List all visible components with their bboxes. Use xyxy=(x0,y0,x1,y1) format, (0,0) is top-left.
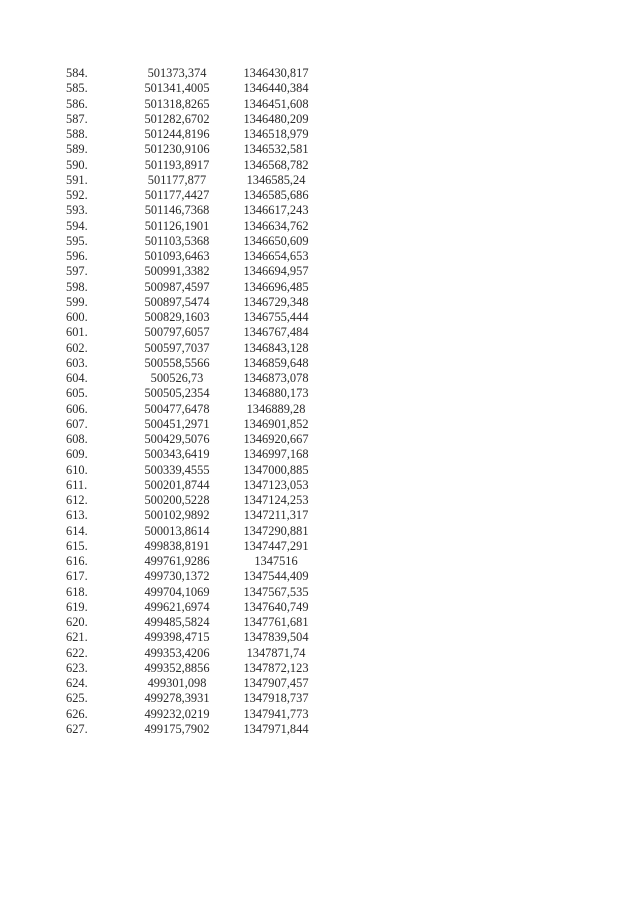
table-row xyxy=(64,325,316,340)
table-row xyxy=(64,234,316,249)
y-coordinate: 1347941,773 xyxy=(243,706,309,721)
y-coordinate: 1346532,581 xyxy=(243,142,309,157)
table-row xyxy=(64,646,316,661)
y-coordinate: 1346568,782 xyxy=(243,157,309,172)
x-coordinate: 500451,2971 xyxy=(144,416,210,431)
point-number: 603. xyxy=(66,355,88,370)
x-coordinate: 500343,6419 xyxy=(144,447,210,462)
y-coordinate: 1346729,348 xyxy=(243,294,309,309)
point-number: 608. xyxy=(66,432,88,446)
x-coordinate: 499398,4715 xyxy=(144,630,210,645)
table-row xyxy=(64,356,316,371)
y-coordinate: 1346889,28 xyxy=(246,401,306,416)
y-coordinate: 1346767,484 xyxy=(243,325,309,340)
y-coordinate: 1346843,128 xyxy=(243,340,309,355)
y-coordinate: 1347918,737 xyxy=(243,691,309,706)
table-row xyxy=(64,81,316,96)
x-coordinate: 499838,8191 xyxy=(144,538,210,553)
table-row xyxy=(64,112,316,127)
y-coordinate: 1347123,053 xyxy=(243,477,309,492)
point-number: 624. xyxy=(66,676,88,690)
y-coordinate: 1346920,667 xyxy=(243,432,309,446)
table-row xyxy=(64,615,316,630)
y-coordinate: 1347000,885 xyxy=(243,462,309,477)
x-coordinate: 499278,3931 xyxy=(144,691,210,706)
y-coordinate: 1347907,457 xyxy=(243,676,309,690)
x-coordinate: 499704,1069 xyxy=(144,584,210,599)
y-coordinate: 1346440,384 xyxy=(243,81,309,96)
x-coordinate: 501146,7368 xyxy=(144,203,210,218)
table-row xyxy=(64,219,316,234)
point-number: 606. xyxy=(66,401,88,416)
table-row xyxy=(64,249,316,264)
point-number: 593. xyxy=(66,203,88,218)
point-number: 620. xyxy=(66,615,88,629)
point-number: 615. xyxy=(66,538,88,553)
x-coordinate: 499301,098 xyxy=(147,676,207,690)
x-coordinate: 500797,6057 xyxy=(144,325,210,340)
y-coordinate: 1346755,444 xyxy=(243,310,309,324)
point-number: 592. xyxy=(66,188,88,202)
coordinate-table xyxy=(64,66,316,737)
point-number: 584. xyxy=(66,66,88,80)
table-row xyxy=(64,691,316,706)
y-coordinate: 1347290,881 xyxy=(243,523,309,538)
table-row xyxy=(64,188,316,203)
point-number: 598. xyxy=(66,279,88,294)
point-number: 623. xyxy=(66,660,88,675)
x-coordinate: 501373,374 xyxy=(147,66,207,80)
table-row xyxy=(64,630,316,645)
table-row xyxy=(64,341,316,356)
x-coordinate: 499353,4206 xyxy=(144,645,210,660)
table-row xyxy=(64,569,316,584)
table-row xyxy=(64,661,316,676)
x-coordinate: 501230,9106 xyxy=(144,142,210,157)
point-number: 618. xyxy=(66,584,88,599)
x-coordinate: 499175,7902 xyxy=(144,721,210,736)
y-coordinate: 1347447,291 xyxy=(243,538,309,553)
y-coordinate: 1346617,243 xyxy=(243,203,309,218)
point-number: 597. xyxy=(66,264,88,279)
y-coordinate: 1346650,609 xyxy=(243,233,309,248)
table-row xyxy=(64,66,316,81)
x-coordinate: 501126,1901 xyxy=(144,218,210,233)
y-coordinate: 1347516 xyxy=(254,554,298,568)
point-number: 604. xyxy=(66,371,88,385)
point-number: 600. xyxy=(66,310,88,324)
x-coordinate: 501244,8196 xyxy=(144,127,210,141)
table-row xyxy=(64,127,316,142)
point-number: 594. xyxy=(66,218,88,233)
x-coordinate: 499352,8856 xyxy=(144,660,210,675)
point-number: 614. xyxy=(66,523,88,538)
point-number: 626. xyxy=(66,706,88,721)
y-coordinate: 1347124,253 xyxy=(243,493,309,507)
point-number: 599. xyxy=(66,294,88,309)
x-coordinate: 500339,4555 xyxy=(144,462,210,477)
point-number: 602. xyxy=(66,340,88,355)
point-number: 605. xyxy=(66,386,88,401)
table-row xyxy=(64,402,316,417)
x-coordinate: 500013,8614 xyxy=(144,523,210,538)
table-row xyxy=(64,707,316,722)
point-number: 609. xyxy=(66,447,88,462)
table-row xyxy=(64,158,316,173)
table-row xyxy=(64,676,316,691)
x-coordinate: 500987,4597 xyxy=(144,279,210,294)
point-number: 589. xyxy=(66,142,88,157)
y-coordinate: 1346480,209 xyxy=(243,111,309,126)
table-row xyxy=(64,524,316,539)
y-coordinate: 1346901,852 xyxy=(243,416,309,431)
table-row xyxy=(64,478,316,493)
x-coordinate: 501177,877 xyxy=(147,172,207,187)
x-coordinate: 500505,2354 xyxy=(144,386,210,401)
point-number: 613. xyxy=(66,508,88,523)
point-number: 586. xyxy=(66,96,88,111)
y-coordinate: 1346634,762 xyxy=(243,218,309,233)
point-number: 595. xyxy=(66,233,88,248)
table-row xyxy=(64,310,316,325)
coordinate-table-body xyxy=(64,66,316,737)
y-coordinate: 1346880,173 xyxy=(243,386,309,401)
x-coordinate: 501318,8265 xyxy=(144,96,210,111)
point-number: 625. xyxy=(66,691,88,706)
y-coordinate: 1346451,608 xyxy=(243,96,309,111)
point-number: 611. xyxy=(66,477,88,492)
x-coordinate: 499761,9286 xyxy=(144,554,210,568)
x-coordinate: 500558,5566 xyxy=(144,355,210,370)
table-row xyxy=(64,173,316,188)
y-coordinate: 1346585,686 xyxy=(243,188,309,202)
y-coordinate: 1346518,979 xyxy=(243,127,309,141)
table-row xyxy=(64,463,316,478)
table-row xyxy=(64,203,316,218)
x-coordinate: 499485,5824 xyxy=(144,615,210,629)
point-number: 617. xyxy=(66,569,88,584)
point-number: 627. xyxy=(66,721,88,736)
table-row xyxy=(64,585,316,600)
table-row xyxy=(64,97,316,112)
x-coordinate: 501093,6463 xyxy=(144,249,210,263)
table-row xyxy=(64,432,316,447)
y-coordinate: 1347761,681 xyxy=(243,615,309,629)
table-row xyxy=(64,280,316,295)
point-number: 591. xyxy=(66,172,88,187)
table-row xyxy=(64,386,316,401)
x-coordinate: 501341,4005 xyxy=(144,81,210,96)
y-coordinate: 1347971,844 xyxy=(243,721,309,736)
table-row xyxy=(64,447,316,462)
table-row xyxy=(64,600,316,615)
point-number: 622. xyxy=(66,645,88,660)
y-coordinate: 1347211,317 xyxy=(243,508,309,523)
x-coordinate: 501282,6702 xyxy=(144,111,210,126)
x-coordinate: 501193,8917 xyxy=(144,157,210,172)
y-coordinate: 1346694,957 xyxy=(243,264,309,279)
x-coordinate: 500200,5228 xyxy=(144,493,210,507)
table-row xyxy=(64,722,316,737)
y-coordinate: 1347567,535 xyxy=(243,584,309,599)
table-row xyxy=(64,142,316,157)
y-coordinate: 1346430,817 xyxy=(243,66,309,80)
y-coordinate: 1347640,749 xyxy=(243,599,309,614)
point-number: 610. xyxy=(66,462,88,477)
y-coordinate: 1347872,123 xyxy=(243,660,309,675)
x-coordinate: 501177,4427 xyxy=(144,188,210,202)
y-coordinate: 1346997,168 xyxy=(243,447,309,462)
x-coordinate: 499232,0219 xyxy=(144,706,210,721)
x-coordinate: 500201,8744 xyxy=(144,477,210,492)
table-row xyxy=(64,508,316,523)
point-number: 616. xyxy=(66,554,88,568)
x-coordinate: 500526,73 xyxy=(150,371,204,385)
point-number: 588. xyxy=(66,127,88,141)
y-coordinate: 1346873,078 xyxy=(243,371,309,385)
point-number: 601. xyxy=(66,325,88,340)
table-row xyxy=(64,493,316,508)
y-coordinate: 1346585,24 xyxy=(246,172,306,187)
point-number: 590. xyxy=(66,157,88,172)
y-coordinate: 1347839,504 xyxy=(243,630,309,645)
x-coordinate: 500102,9892 xyxy=(144,508,210,523)
point-number: 585. xyxy=(66,81,88,96)
x-coordinate: 501103,5368 xyxy=(144,233,210,248)
y-coordinate: 1347544,409 xyxy=(243,569,309,584)
x-coordinate: 499621,6974 xyxy=(144,599,210,614)
x-coordinate: 500429,5076 xyxy=(144,432,210,446)
x-coordinate: 500829,1603 xyxy=(144,310,210,324)
table-row xyxy=(64,295,316,310)
y-coordinate: 1347871,74 xyxy=(246,645,306,660)
x-coordinate: 500597,7037 xyxy=(144,340,210,355)
y-coordinate: 1346654,653 xyxy=(243,249,309,263)
table-row xyxy=(64,371,316,386)
point-number: 607. xyxy=(66,416,88,431)
table-row xyxy=(64,417,316,432)
x-coordinate: 500897,5474 xyxy=(144,294,210,309)
point-number: 587. xyxy=(66,111,88,126)
point-number: 621. xyxy=(66,630,88,645)
x-coordinate: 500477,6478 xyxy=(144,401,210,416)
x-coordinate: 500991,3382 xyxy=(144,264,210,279)
x-coordinate: 499730,1372 xyxy=(144,569,210,584)
y-coordinate: 1346696,485 xyxy=(243,279,309,294)
table-row xyxy=(64,264,316,279)
point-number: 612. xyxy=(66,493,88,507)
point-number: 596. xyxy=(66,249,88,263)
table-row xyxy=(64,539,316,554)
table-row xyxy=(64,554,316,569)
point-number: 619. xyxy=(66,599,88,614)
y-coordinate: 1346859,648 xyxy=(243,355,309,370)
